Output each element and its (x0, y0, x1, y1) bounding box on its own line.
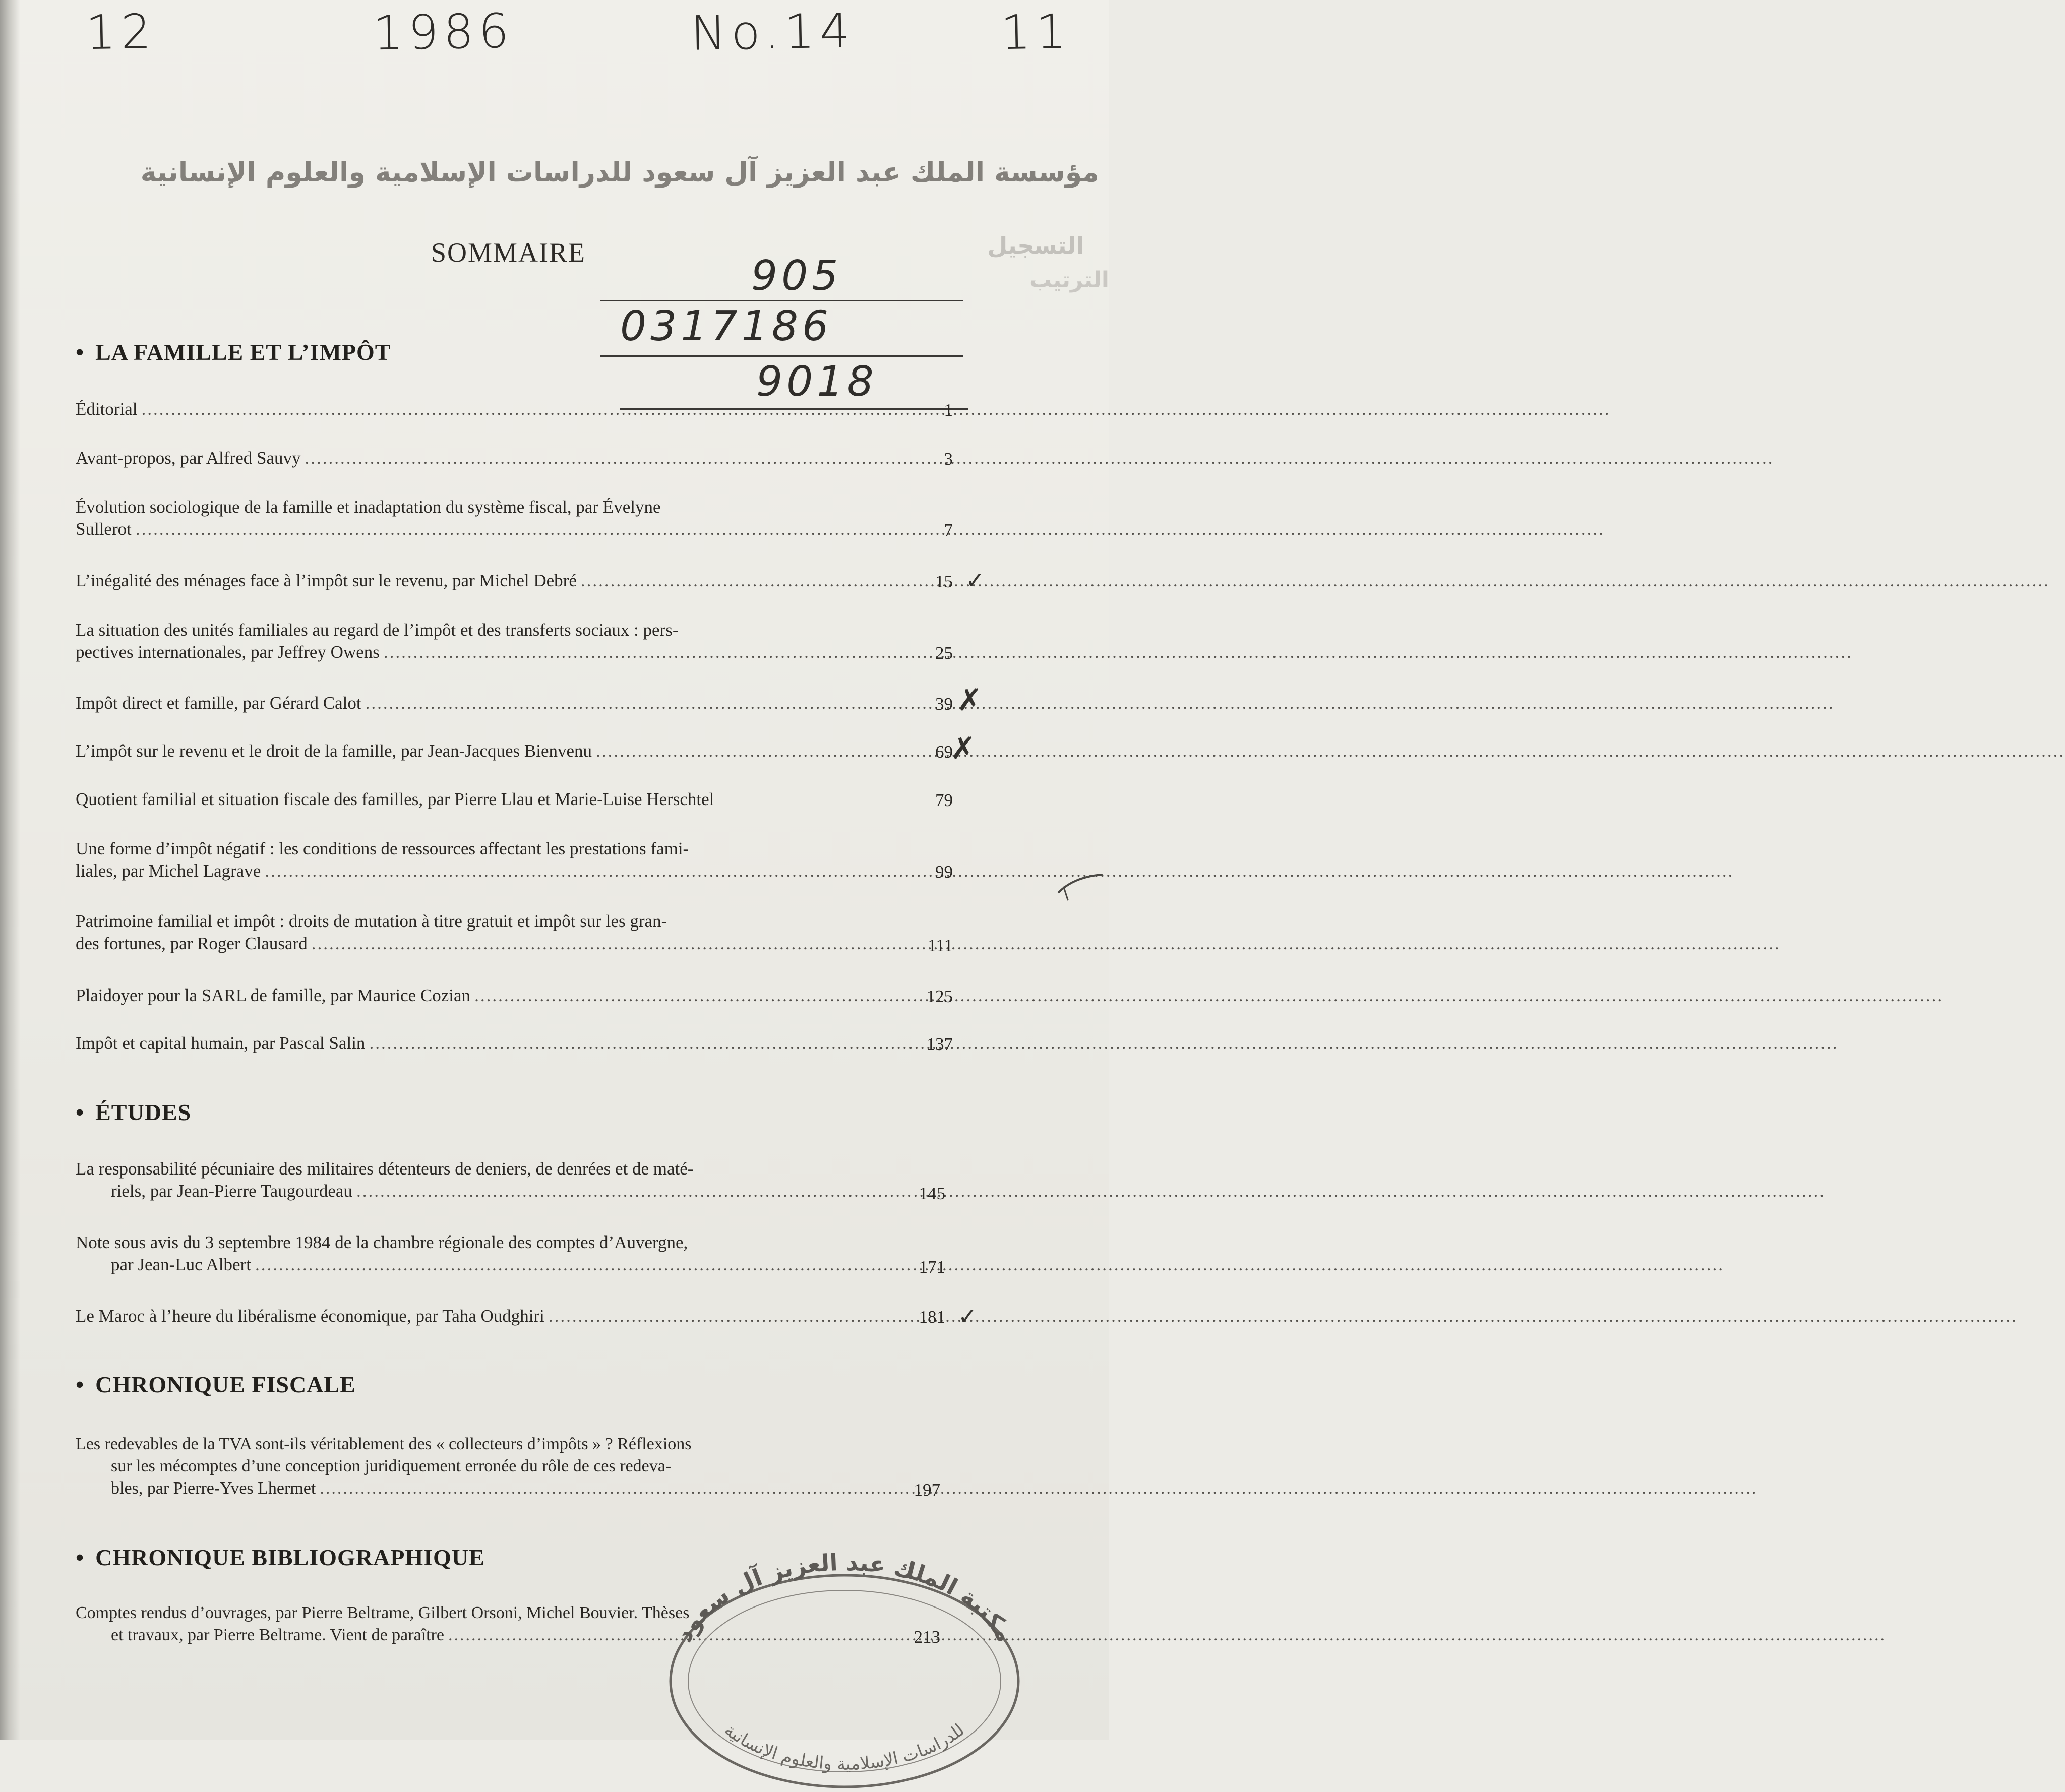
handwritten-number-right: 11 (1000, 4, 1072, 61)
toc-entry: Impôt et capital humain, par Pascal Salin ..... (76, 1032, 862, 1055)
inventory-number-2: 0317186 (620, 302, 833, 350)
page-number: 181 (919, 1307, 945, 1327)
toc-entry: Impôt direct et famille, par Gérard Calot ..... (76, 692, 862, 714)
library-stamp-text: مؤسسة الملك عبد العزيز آل سعود للدراسات الإسلامية والعلوم الإنسانية (140, 156, 1099, 188)
page-number: 145 (919, 1184, 945, 1203)
page-number: 3 (944, 449, 953, 469)
toc-entry: Une forme d’impôt négatif : les conditions de ressources affectant les prestations fami- liales, par Michel Lagrave ..... (76, 838, 862, 882)
toc-entry: Plaidoyer pour la SARL de famille, par Maurice Cozian ..... (76, 984, 862, 1007)
inventory-number-1: 905 (751, 252, 842, 300)
handwritten-year: 1986 (373, 4, 515, 61)
svg-text:للدراسات الإسلامية والعلوم الإ (720, 1720, 968, 1774)
toc-entry: La situation des unités familiales au regard de l’impôt et des transferts sociaux : pers- pectives internationales, par Jeffrey Owens ..... (76, 619, 862, 663)
library-stamp-registration: التسجيل (987, 232, 1084, 259)
toc-entry: Patrimoine familial et impôt : droits de mutation à titre gratuit et impôt sur les gran- des fortunes, par Roger Clausard ..... (76, 910, 862, 955)
section-heading-etudes: • ÉTUDES (76, 1099, 192, 1125)
page-number: 137 (926, 1034, 953, 1054)
section-heading-chronique-fiscale: • CHRONIQUE FISCALE (76, 1372, 356, 1397)
toc-entry: Éditorial ..... (76, 398, 862, 420)
toc-entry: Le Maroc à l’heure du libéralisme économique, par Taha Oudghiri ..... (76, 1305, 862, 1327)
page-number: 39 (935, 694, 953, 714)
toc-entry: Comptes rendus d’ouvrages, par Pierre Beltrame, Gilbert Orsoni, Michel Bouvier. Thèses et travaux, par Pierre Beltrame. Vient de paraître ..... (76, 1602, 862, 1646)
toc-entry: Quotient familial et situation fiscale des familles, par Pierre Llau et Marie-Luise Herschtel (76, 789, 714, 809)
page-number: 171 (919, 1257, 945, 1277)
page-number: 7 (944, 520, 953, 540)
inventory-rule-2 (600, 355, 963, 357)
toc-entry: La responsabilité pécuniaire des militaires détenteurs de deniers, de denrées et de maté- riels, par Jean-Pierre Taugourdeau ..... (76, 1158, 862, 1202)
inventory-rule-1 (600, 300, 963, 301)
page-number: 79 (935, 790, 953, 810)
page-number: 1 (944, 400, 953, 420)
page-title: SOMMAIRE (431, 237, 586, 268)
toc-entry: L’inégalité des ménages face à l’impôt sur le revenu, par Michel Debré ..... (76, 570, 862, 592)
section-heading-famille: • LA FAMILLE ET L’IMPÔT (76, 339, 391, 365)
handwritten-issue: No.14 (690, 4, 856, 61)
page-number: 125 (926, 986, 953, 1006)
inventory-marks (610, 252, 963, 423)
cross-mark: ✗ (957, 683, 983, 718)
page-number: 25 (935, 643, 953, 663)
handwritten-header (0, 0, 1109, 81)
section-heading-chronique-bibliographique: • CHRONIQUE BIBLIOGRAPHIQUE (76, 1544, 485, 1570)
page-number: 69 (935, 742, 953, 762)
page-number: 99 (935, 862, 953, 882)
round-library-stamp (648, 1540, 1041, 1792)
library-stamp-classification: الترتيب (1029, 267, 1109, 293)
toc-entry: Les redevables de la TVA sont-ils véritablement des « collecteurs d’impôts » ? Réflexions sur les mécomptes d’une conception juridiquement erronée du rôle de ces redeva- bles, par Pierre-Yves Lhermet ..... (76, 1433, 862, 1500)
toc-entry: Note sous avis du 3 septembre 1984 de la chambre régionale des comptes d’Auvergne, par Jean-Luc Albert ..... (76, 1231, 862, 1276)
margin-pencil-mark (1054, 864, 1104, 905)
toc-entry: Évolution sociologique de la famille et inadaptation du système fiscal, par Évelyne Sullerot ..... (76, 496, 862, 540)
page-number: 15 (935, 572, 953, 591)
check-mark: ✓ (958, 1303, 978, 1330)
toc-entry: L’impôt sur le revenu et le droit de la famille, par Jean-Jacques Bienvenu ..... (76, 740, 862, 762)
check-mark: ✓ (965, 567, 985, 594)
inventory-number-3: 9018 (756, 358, 878, 406)
toc-entry: Avant-propos, par Alfred Sauvy ..... (76, 447, 862, 469)
svg-text:مكتبة الملك عبد العزيز آل سعود (670, 1549, 1019, 1646)
round-stamp-text-lower: للدراسات الإسلامية والعلوم الإنسانية (720, 1719, 968, 1774)
page-number: 111 (928, 936, 953, 955)
handwritten-number-left: 12 (85, 4, 157, 61)
cross-mark: ✗ (950, 731, 976, 766)
page-number: 213 (914, 1627, 940, 1647)
round-stamp-text: مكتبة الملك عبد العزيز آل سعود (670, 1548, 1019, 1647)
page-number: 197 (914, 1480, 940, 1500)
